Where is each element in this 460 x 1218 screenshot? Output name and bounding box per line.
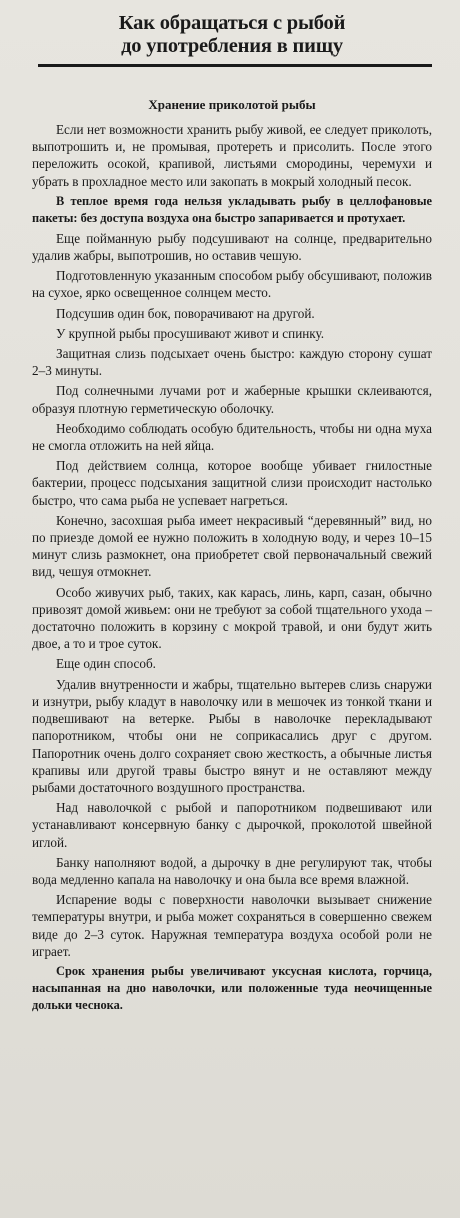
section-heading: Хранение приколотой рыбы (148, 97, 316, 112)
paragraph: Еще один способ. (56, 656, 156, 672)
bold-paragraph: Срок хранения рыбы увеличивают уксусная кислота, горчица, насыпанная на дно наволочки, или положенные туда неочищенные дольки чеснока. (32, 963, 432, 1012)
paragraph: Необходимо соблюдать особую бдительность, чтобы ни одна муха не смогла отложить на ней яйца. (32, 420, 432, 454)
paragraph: Испарение воды с поверхности наволочки вызывает снижение температуры внутри, и рыба может сохраняться в совершенно свежем виде до 2–3 суток. Наружная температура воздуха особой роли не играет. (32, 892, 432, 959)
paragraph: Конечно, засохшая рыба имеет некрасивый “деревянный” вид, но по приезде домой ее нужно положить в холодную воду, и через 10–15 минут слизь размокнет, она приобретет свой первоначальный свежий вид, чешуя отмокнет. (32, 512, 432, 580)
paragraph: Подсушив один бок, поворачивают на другой. (56, 305, 315, 321)
paragraph: Банку наполняют водой, а дырочку в дне регулируют так, чтобы вода медленно капала на наволочку и она была все время влажной. (32, 854, 432, 887)
page-title (32, 12, 432, 58)
paragraph: Над наволочкой с рыбой и папоротником подвешивают или устанавливают консервную банку с дырочкой, проколотой швейной иглой. (32, 800, 432, 850)
paragraph: Особо живучих рыб, таких, как карась, линь, карп, сазан, обычно привозят домой живьем: они не требуют за собой тщательного ухода – достаточно положить в корзину с мокрой травой, и они будут жить двое, а то и трое суток. (32, 584, 432, 652)
paragraph: Под солнечными лучами рот и жаберные крышки склеиваются, образуя плотную герметическую оболочку. (32, 383, 432, 416)
paragraph: Если нет возможности хранить рыбу живой, ее следует приколоть, выпотрошить и, не промывая, протереть и присолить. После этого переложить осокой, крапивой, листьями смородины, черемухи и убрать в прохладное место или закопать в мокрый холодный песок. (32, 122, 432, 189)
page-title-line-2: до употребления в пищу (121, 35, 343, 57)
bold-paragraph: В теплое время года нельзя укладывать рыбу в целлофановые пакеты: без доступа воздуха она быстро запаривается и протухает. (32, 193, 432, 225)
paragraph: Еще пойманную рыбу подсушивают на солнце, предварительно удалив жабры, выпотрошив, но оставив чешую. (32, 230, 432, 264)
page-title-line-1: Как обращаться с рыбой (118, 12, 346, 34)
paragraph: Защитная слизь подсыхает очень быстро: каждую сторону сушат 2–3 минуты. (32, 346, 432, 379)
paragraph: Под действием солнца, которое вообще убивает гнилостные бактерии, процесс подсыхания защитной слизи происходит настолько быстро, что сама рыба не успевает нагреться. (32, 458, 432, 508)
paragraph: Удалив внутренности и жабры, тщательно вытерев слизь снаружи и изнутри, рыбу кладут в наволочку или в мешочек из тонкой ткани и подвешивают на ветерке. Рыбы в наволочке перекладывают папоротником, чтобы они не соприкасались друг с другом. Папоротник очень долго сохраняет свою жесткость, а обычные листья крапивы или другой травы быстро вянут и не оставляют между рыбами достаточного воздушного пространства. (32, 676, 432, 795)
title-divider (38, 64, 432, 67)
paragraph: У крупной рыбы просушивают живот и спинку. (56, 325, 325, 341)
paragraph: Подготовленную указанным способом рыбу обсушивают, положив на сухое, ярко освещенное солнцем место. (32, 268, 432, 301)
article-body (32, 121, 432, 1014)
